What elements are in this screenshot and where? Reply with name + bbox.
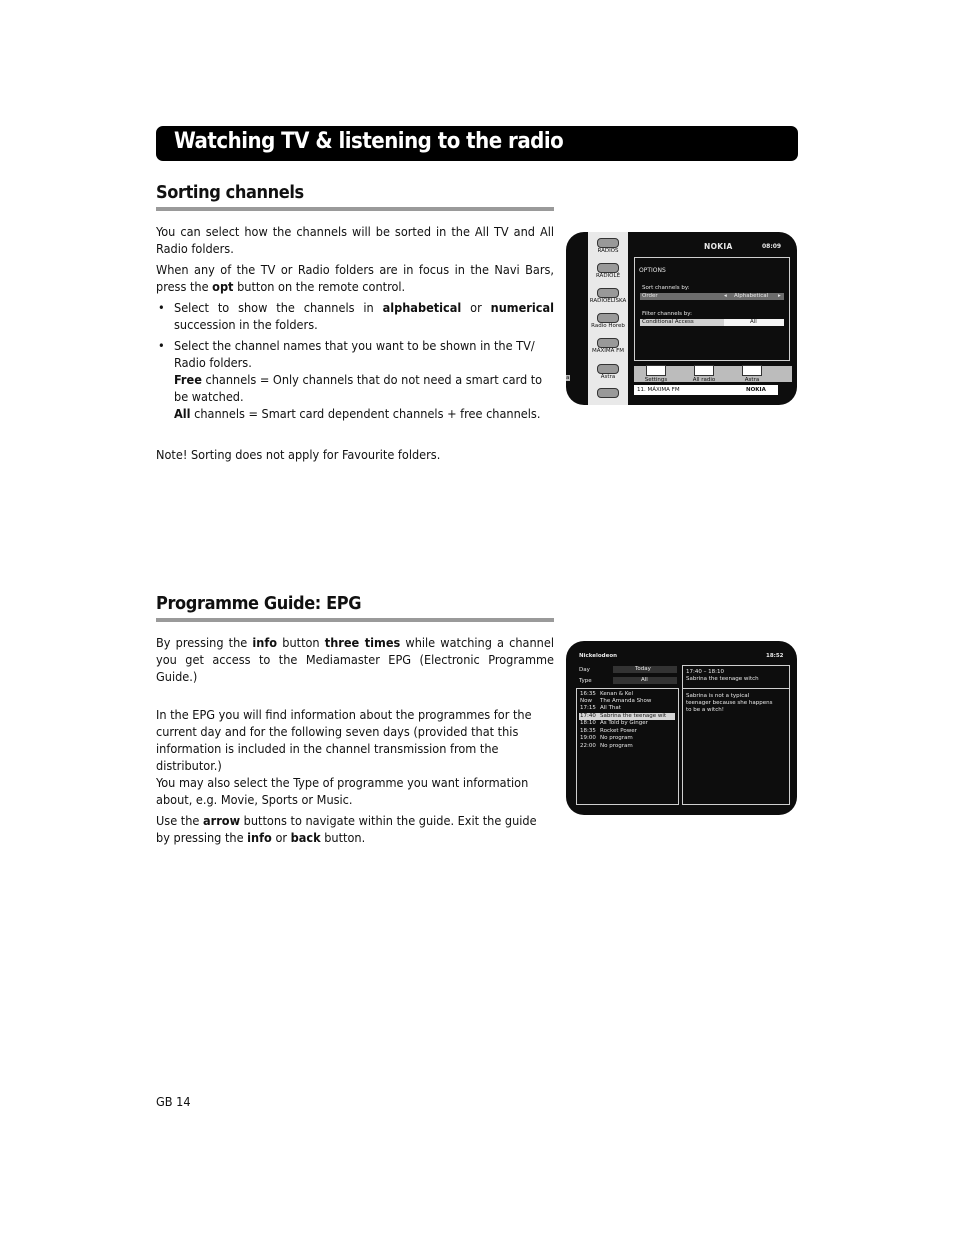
epg-body (156, 634, 554, 850)
section-title-epg: Programme Guide: EPG (156, 593, 554, 622)
navi-bar (588, 232, 628, 405)
bottom-item-astra: Astra (734, 365, 770, 383)
epg-detail-desc: Sabrina is not a typical (686, 693, 750, 699)
filter-label: Filter channels by: (642, 311, 692, 317)
settings-icon (646, 365, 666, 376)
radio-icon (597, 313, 619, 323)
epg-clock: 18:52 (766, 653, 784, 659)
paragraph: In the EPG you will find information about the programmes for the current day and for the following seven days (provided that this information is included in the channel transmission from the distributor.) (156, 707, 532, 773)
paragraph: Use the arrow buttons to navigate within the guide. Exit the guide by pressing the info or back button. (156, 813, 537, 845)
navi-item: Radio Horeb (588, 313, 628, 329)
radio-icon (597, 263, 619, 273)
epg-row[interactable]: 22:00 No program (580, 743, 633, 749)
epg-type-field: All (613, 677, 677, 684)
options-title: OPTIONS (639, 267, 666, 274)
epg-row-selected[interactable]: 17:40 Sabrina the teenage wit (579, 713, 675, 720)
radio-icon (597, 338, 619, 348)
chapter-title: Watching TV & listening to the radio (174, 129, 564, 154)
epg-type-label: Type (579, 678, 592, 684)
page-number: GB 14 (156, 1094, 191, 1109)
epg-detail-panel (682, 665, 790, 805)
epg-screenshot (566, 641, 797, 815)
paragraph: You may also select the Type of programme you want information about, e.g. Movie, Sports or Music. (156, 775, 529, 807)
nokia-logo: NOKIA (704, 242, 733, 251)
section-title-sorting: Sorting channels (156, 182, 554, 211)
epg-row[interactable]: 16:35 Kenan & Kel (580, 691, 634, 697)
bottom-item-cut: A (792, 377, 796, 383)
epg-detail-desc: teenager because she happens (686, 700, 773, 706)
sorting-body (156, 223, 554, 426)
radio-icon (597, 238, 619, 248)
navi-item: RADIOLÉ (588, 263, 628, 279)
epg-row[interactable]: 19:00 No program (580, 735, 633, 741)
channel-bar: 11. MÁXIMA FM NOKIA (634, 385, 778, 395)
epg-detail-desc: to be a witch! (686, 707, 724, 713)
bottom-item-all-radio: All radio (686, 365, 722, 383)
paragraph: By pressing the info button three times while watching a channel you get access to the Mediamaster EPG (Electronic Programme Guide.) (156, 635, 554, 684)
navi-item (588, 388, 628, 398)
epg-row[interactable]: Now The Amanda Show (580, 698, 652, 704)
radio-icon (597, 288, 619, 298)
radio-icon (694, 365, 714, 376)
epg-row[interactable]: 18:35 Rocket Power (580, 728, 637, 734)
chapter-banner (156, 126, 798, 161)
epg-detail-time: 17:40 – 18:10 (686, 669, 724, 675)
epg-detail-title: Sabrina the teenage witch (686, 676, 759, 682)
epg-day-label: Day (579, 667, 590, 673)
sorting-note: Note! Sorting does not apply for Favourite folders. (156, 447, 441, 462)
epg-channel: Nickelodeon (579, 653, 618, 659)
radio-icon (597, 364, 619, 374)
epg-row[interactable]: 18:10 As Told by Ginger (580, 720, 648, 726)
paragraph: You can select how the channels will be sorted in the All TV and All Radio folders. (156, 224, 554, 256)
conditional-access-row: Conditional Access All (640, 319, 784, 326)
navi-item: Astra (588, 364, 628, 380)
bottom-item-settings: Settings (638, 365, 674, 383)
bullet-item: • Select to show the channels in alphabetical or numerical succession in the folders. (158, 300, 554, 332)
bullet-item: • Select the channel names that you want to be shown in the TV/ Radio folders. Free channels = Only channels that do not need a smart card to be watched. All channels = Smart card dependent channels + free channels. (158, 338, 543, 421)
radio-icon (597, 388, 619, 398)
order-row: Order ◂ Alphabetical ▸ (640, 293, 784, 300)
paragraph: When any of the TV or Radio folders are in focus in the Navi Bars, press the opt button on the remote control. (156, 262, 554, 294)
options-screenshot (566, 232, 797, 405)
sort-label: Sort channels by: (642, 285, 690, 291)
navi-item: RADIOS (588, 238, 628, 254)
clock: 08:09 (762, 243, 782, 250)
epg-row[interactable]: 17:15 All That (580, 705, 621, 711)
tv-icon (742, 365, 762, 376)
bottom-item-cut: a (566, 375, 570, 381)
epg-day-field: Today (613, 666, 677, 673)
navi-item: MÁXIMA FM (588, 338, 628, 354)
navi-item: RADIOELISKA (588, 288, 628, 304)
